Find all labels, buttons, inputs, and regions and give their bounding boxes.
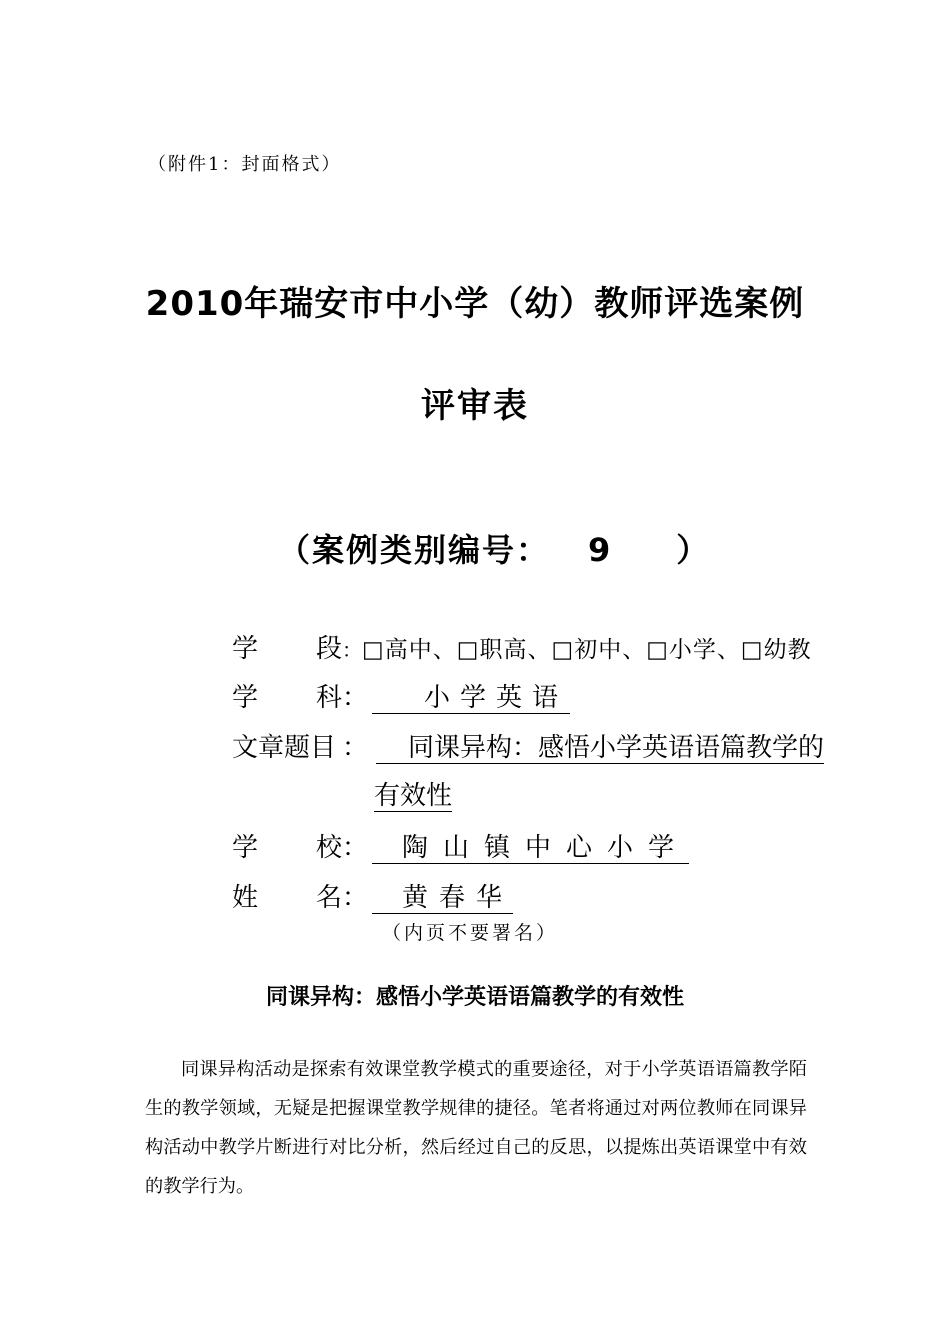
field-school — [232, 831, 689, 865]
school-value: 陶山镇中心小学 — [372, 833, 689, 864]
inner-page-note: （内页不要署名） — [382, 922, 559, 944]
subject-colon: ： — [342, 683, 369, 713]
name-label-b: 名 — [316, 883, 343, 913]
category-number: 9 — [588, 531, 613, 569]
article-title-value-line2: 有效性 — [374, 781, 453, 811]
subject-value: 小学英语 — [372, 683, 570, 714]
form-title-line2: 评审表 — [421, 386, 529, 426]
subject-label-b: 科 — [316, 683, 343, 713]
article-title-colon: ： — [342, 733, 369, 763]
form-title-line1: 2010年瑞安市中小学（幼）教师评选案例 — [145, 284, 805, 324]
field-subject — [232, 681, 570, 715]
category-open-label: （案例类别编号： — [278, 531, 551, 569]
subject-label-a: 学 — [232, 683, 259, 713]
field-article-title-cont — [374, 781, 452, 812]
stage-colon: ： — [342, 638, 362, 662]
name-colon: ： — [342, 883, 369, 913]
attachment-note: （附件1：封面格式） — [148, 154, 342, 175]
article-paragraph: 同课异构活动是探索有效课堂教学模式的重要途径，对于小学英语语篇教学陌生的教学领域，无疑是把握课堂教学规律的捷径。笔者将通过对两位教师在同课异构活动中教学片断进行对比分析，然后经过自己的反思，以提炼出英语课堂中有效的教学行为。 — [145, 1059, 807, 1197]
category-close-paren: ） — [676, 531, 711, 569]
stage-label-b: 段 — [316, 634, 343, 664]
field-name — [232, 881, 513, 915]
school-colon: ： — [342, 833, 369, 863]
article-heading: 同课异构：感悟小学英语语篇教学的有效性 — [265, 985, 684, 1010]
article-title-label: 文章题目 — [232, 733, 337, 763]
school-label-a: 学 — [232, 833, 259, 863]
name-label-a: 姓 — [232, 883, 259, 913]
school-label-b: 校 — [316, 833, 343, 863]
name-value: 黄春华 — [372, 883, 513, 914]
article-title-value-line1: 同课异构：感悟小学英语语篇教学的 — [376, 733, 824, 764]
field-article-title — [232, 731, 824, 765]
stage-label-a: 学 — [232, 634, 259, 664]
field-stage — [232, 632, 812, 667]
stage-options: □高中、□职高、□初中、□小学、□幼教 — [362, 637, 812, 663]
category-number-line — [278, 525, 710, 571]
